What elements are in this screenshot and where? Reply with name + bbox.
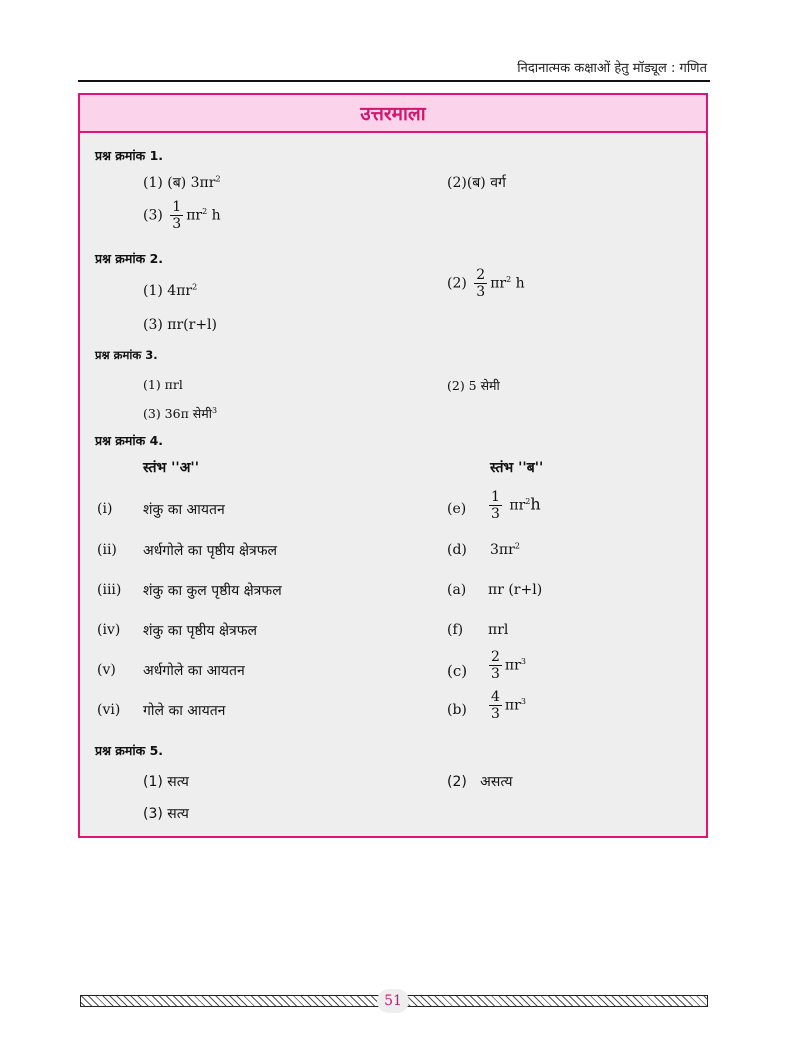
match-row-text: अर्धगोले का आयतन [143,663,245,679]
q2-a2-fraction [474,268,487,299]
m-c-tail: πr [504,657,521,674]
answer-key-header [80,95,706,133]
match-row-num: (iii) [97,582,122,598]
match-answer-a: πr (r+l) [488,582,543,598]
q3-answer-3 [143,405,217,422]
m-c-numerator: 2 [491,649,500,665]
q3-a3-sup: 3 [211,405,218,415]
q1-a3-sup: 2 [202,206,208,216]
match-row-letter: (a) [447,582,467,598]
q2-a2-end: h [511,275,525,292]
column-a-heading: स्तंभ ''अ'' [143,460,199,476]
q2-a2-prefix: (2) [447,275,467,292]
q1-a1-text: (1) (ब) 3πr [143,175,216,191]
m-e-numerator: 1 [491,489,500,505]
answer-key-title: उत्तरमाला [360,103,426,125]
q5-answer-1: (1) सत्य [143,774,189,790]
q3-answer-1: (1) πrl [143,377,183,392]
q1-a3-end: h [207,207,221,224]
q1-answer-2: (2)(ब) वर्ग [447,175,506,191]
match-row-text: शंकु का आयतन [143,502,225,518]
q1-a3-denominator: 3 [172,216,182,232]
q2-a1-text: (1) 4πr [143,283,193,299]
q2-a2-numerator: 2 [476,267,486,283]
match-row-text: अर्धगोले का पृष्ठीय क्षेत्रफल [143,543,278,559]
match-answer-b [486,690,526,721]
column-b-heading: स्तंभ ''ब'' [490,460,544,476]
header-rule [78,80,710,82]
q1-answer-1 [143,173,221,192]
match-row-letter: (f) [447,622,464,638]
match-answer-d [490,542,520,558]
q5-answer-2: (2) असत्य [447,774,513,790]
q2-a1-sup: 2 [192,282,198,292]
m-c-fraction [489,650,502,681]
q2-a2-tail: πr [490,275,507,292]
page-number: 51 [377,989,409,1013]
match-row-num: (vi) [97,702,121,718]
match-row-text: शंकु का कुल पृष्ठीय क्षेत्रफल [143,583,282,599]
match-row-num: (ii) [97,542,117,558]
m-d-sup: 2 [514,541,520,551]
m-e-sup: 2 [525,496,531,506]
q5-answer-3: (3) सत्य [143,806,189,822]
match-row-num: (v) [97,662,116,678]
m-c-denominator: 3 [491,666,500,682]
match-answer-f: πrl [488,622,509,638]
page-header-title: निदानात्मक कक्षाओं हेतु मॉड्यूल : गणित [517,61,707,76]
q1-answer-3 [143,200,221,231]
match-answer-c [486,650,526,681]
q2-label: प्रश्न क्रमांक 2. [95,251,164,266]
q1-a3-numerator: 1 [172,199,182,215]
match-row-text: शंकु का पृष्ठीय क्षेत्रफल [143,623,257,639]
q4-label: प्रश्न क्रमांक 4. [95,433,164,448]
q1-a3-tail: πr [186,207,203,224]
match-row-text: गोले का आयतन [143,703,226,719]
m-b-tail: πr [504,697,521,714]
q2-answer-3: (3) πr(r+l) [143,317,217,333]
match-row-letter: (d) [447,542,467,558]
m-c-sup: 3 [520,656,526,666]
q2-answer-1 [143,283,197,299]
q1-label: प्रश्न क्रमांक 1. [95,148,164,163]
q2-answer-2 [447,268,525,299]
q3-label: प्रश्न क्रमांक 3. [95,348,158,362]
match-answer-e [486,490,541,521]
m-e-end: h [530,494,541,514]
m-b-sup: 3 [520,696,526,706]
m-d-text: 3πr [490,542,515,558]
q2-a2-sup: 2 [506,274,512,284]
q3-a3-text: (3) 36π सेमी [143,406,212,421]
match-row-letter: (c) [447,662,468,680]
match-row-letter: (e) [447,501,467,517]
m-e-fraction [489,490,502,521]
m-e-denominator: 3 [491,506,500,522]
match-row-num: (i) [97,501,113,517]
q1-a3-fraction [170,200,183,231]
match-row-num: (iv) [97,622,121,638]
m-b-fraction [489,690,502,721]
m-b-numerator: 4 [491,689,500,705]
q1-a1-sup: 2 [215,174,221,184]
q2-a2-denominator: 3 [476,284,486,300]
q5-label: प्रश्न क्रमांक 5. [95,743,164,758]
m-e-tail: πr [509,497,526,514]
q3-answer-2: (2) 5 सेमी [447,378,500,393]
q1-a3-prefix: (3) [143,207,163,224]
m-b-denominator: 3 [491,706,500,722]
match-row-letter: (b) [447,702,467,718]
